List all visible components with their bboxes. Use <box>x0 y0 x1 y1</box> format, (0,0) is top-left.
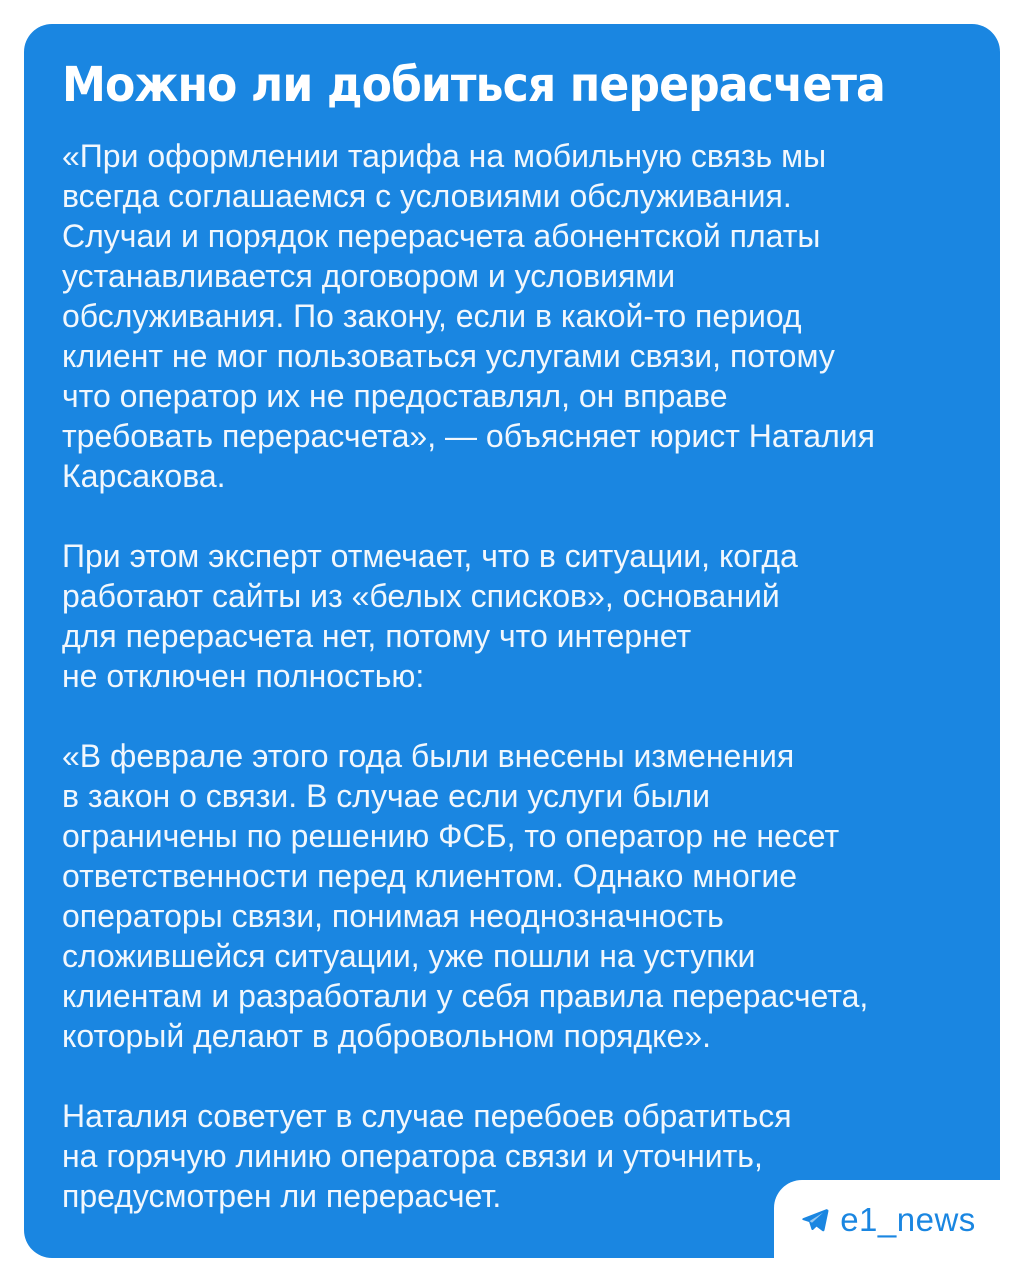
text-line: который делают в добровольном порядке». <box>62 1018 711 1054</box>
text-line: на горячую линию оператора связи и уточнить, <box>62 1138 763 1174</box>
article-body <box>62 136 962 1216</box>
text-line: «При оформлении тарифа на мобильную связь мы <box>62 138 827 174</box>
text-line: предусмотрен ли перерасчет. <box>62 1178 502 1214</box>
paragraph-expert-note <box>62 536 962 696</box>
text-line: всегда соглашаемся с условиями обслуживания. <box>62 178 792 214</box>
text-line: ответственности перед клиентом. Однако многие <box>62 858 798 894</box>
text-line: При этом эксперт отмечает, что в ситуации, когда <box>62 538 798 574</box>
text-line: сложившейся ситуации, уже пошли на уступки <box>62 938 756 974</box>
text-line: операторы связи, понимая неоднозначность <box>62 898 724 934</box>
text-line: для перерасчета нет, потому что интернет <box>62 618 692 654</box>
text-line: устанавливается договором и условиями <box>62 258 676 294</box>
text-line: требовать перерасчета», — объясняет юрист Наталия <box>62 418 875 454</box>
text-line: Случаи и порядок перерасчета абонентской платы <box>62 218 821 254</box>
brand-name: e1_news <box>840 1201 976 1238</box>
text-line: «В феврале этого года были внесены изменения <box>62 738 795 774</box>
article-card <box>24 24 1000 1258</box>
text-line: клиентам и разработали у себя правила перерасчета, <box>62 978 869 1014</box>
text-line: Наталия советует в случае перебоев обратиться <box>62 1098 792 1134</box>
text-line: ограничены по решению ФСБ, то оператор не несет <box>62 818 840 854</box>
paragraph-law-quote <box>62 736 962 1056</box>
text-line: Карсакова. <box>62 458 226 494</box>
article-title: Можно ли добиться перерасчета <box>62 57 885 113</box>
text-line: клиент не мог пользоваться услугами связи, потому <box>62 338 835 374</box>
text-line: в закон о связи. В случае если услуги были <box>62 778 710 814</box>
text-line: не отключен полностью: <box>62 658 425 694</box>
text-line: что оператор их не предоставлял, он вправе <box>62 378 728 414</box>
brand-badge[interactable] <box>774 1180 1002 1260</box>
text-line: работают сайты из «белых списков», оснований <box>62 578 780 614</box>
paragraph-quote-intro <box>62 136 962 496</box>
telegram-icon <box>800 1205 830 1235</box>
text-line: обслуживания. По закону, если в какой-то период <box>62 298 802 334</box>
